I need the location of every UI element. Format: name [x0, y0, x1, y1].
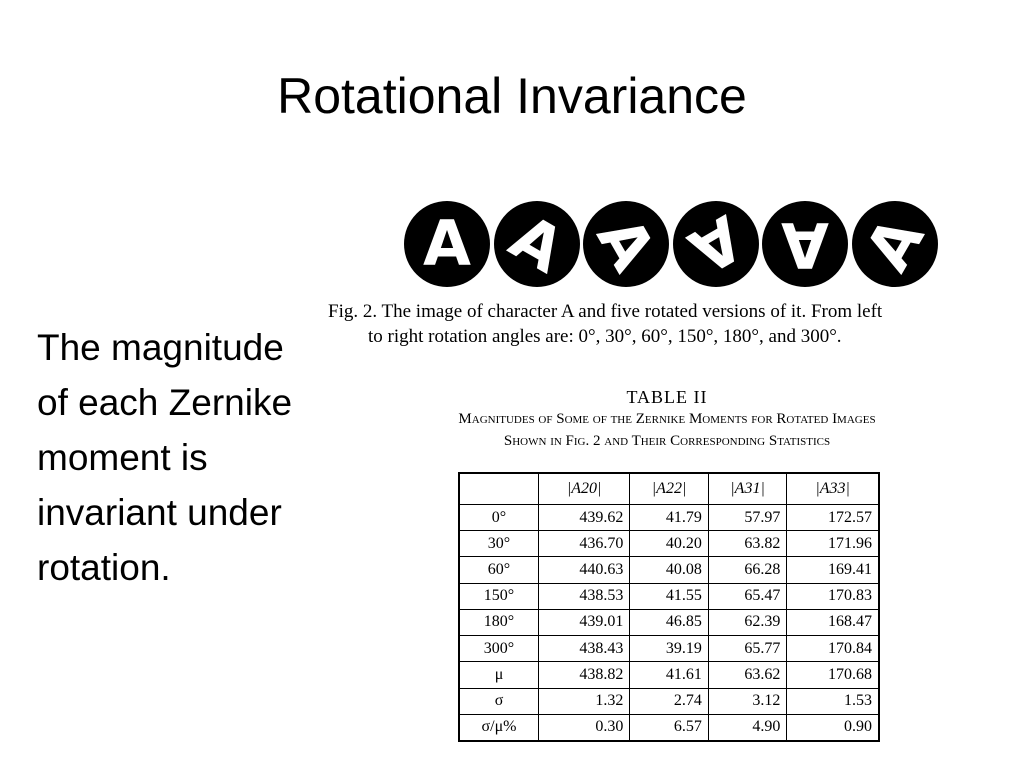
table-row	[459, 688, 879, 714]
body-line: of each Zernike	[37, 382, 293, 423]
row-label: 30°	[459, 531, 539, 557]
table-cell: 439.62	[539, 505, 630, 531]
body-line: The magnitude	[37, 327, 284, 368]
table-cell: 40.08	[630, 557, 709, 583]
table-header-row	[459, 473, 879, 505]
column-header: |A31|	[708, 473, 787, 505]
rotated-glyph-disc	[762, 201, 848, 287]
table-caption-line: Shown in Fig. 2 and Their Corresponding Statistics	[503, 433, 831, 449]
row-label: 300°	[459, 636, 539, 662]
row-label: 60°	[459, 557, 539, 583]
table-row	[459, 714, 879, 741]
table-cell: 172.57	[787, 505, 879, 531]
rotated-glyph-disc	[583, 201, 669, 287]
table-cell: 66.28	[708, 557, 787, 583]
rotated-glyph-letter: A	[583, 204, 671, 283]
table-heading	[330, 386, 1004, 452]
table-cell: 168.47	[787, 609, 879, 635]
rotated-glyph-disc	[673, 201, 759, 287]
rotated-glyph-letter: A	[497, 199, 576, 288]
row-label: μ	[459, 662, 539, 688]
rotated-glyph-letter: A	[781, 208, 830, 281]
table-row	[459, 557, 879, 583]
rotated-glyph-disc	[494, 201, 580, 287]
table-cell: 41.55	[630, 583, 709, 609]
table-cell: 438.53	[539, 583, 630, 609]
row-label: 150°	[459, 583, 539, 609]
table-cell: 62.39	[708, 609, 787, 635]
table-cell: 170.84	[787, 636, 879, 662]
table-cell: 1.53	[787, 688, 879, 714]
table-caption-line: Magnitudes of Some of the Zernike Moments for Rotated Images	[458, 411, 876, 427]
table-cell: 439.01	[539, 609, 630, 635]
table-corner-cell	[459, 473, 539, 505]
table-row	[459, 583, 879, 609]
rotated-glyph-disc	[404, 201, 490, 287]
table-cell: 438.43	[539, 636, 630, 662]
rotated-glyph-letter: A	[676, 200, 756, 289]
table-row	[459, 636, 879, 662]
table-cell: 1.32	[539, 688, 630, 714]
zernike-moments-table	[458, 472, 880, 742]
table-cell: 4.90	[708, 714, 787, 741]
table-cell: 65.77	[708, 636, 787, 662]
table-cell: 6.57	[630, 714, 709, 741]
table-cell: 0.90	[787, 714, 879, 741]
table-body	[459, 505, 879, 742]
row-label: σ	[459, 688, 539, 714]
figure-caption-line: Fig. 2. The image of character A and five rotated versions of it. From left	[328, 301, 883, 322]
table-cell: 0.30	[539, 714, 630, 741]
table-row	[459, 531, 879, 557]
rotated-glyph-letter: A	[423, 207, 471, 280]
slide-title: Rotational Invariance	[277, 68, 747, 124]
column-header: |A22|	[630, 473, 709, 505]
table-cell: 40.20	[630, 531, 709, 557]
table-cell: 63.82	[708, 531, 787, 557]
rotated-glyph-disc	[852, 201, 938, 287]
table-cell: 169.41	[787, 557, 879, 583]
column-header: |A33|	[787, 473, 879, 505]
table-cell: 41.79	[630, 505, 709, 531]
table-row	[459, 609, 879, 635]
table-cell: 41.61	[630, 662, 709, 688]
table-cell: 2.74	[630, 688, 709, 714]
column-header: |A20|	[539, 473, 630, 505]
row-label: 0°	[459, 505, 539, 531]
table-cell: 170.83	[787, 583, 879, 609]
table-cell: 39.19	[630, 636, 709, 662]
body-line: moment is	[37, 437, 208, 478]
row-label: σ/μ%	[459, 714, 539, 741]
table-cell: 436.70	[539, 531, 630, 557]
table-row	[459, 505, 879, 531]
body-text	[37, 320, 327, 595]
figure-caption	[328, 299, 1018, 349]
table-row	[459, 662, 879, 688]
table-cell: 438.82	[539, 662, 630, 688]
table-cell: 170.68	[787, 662, 879, 688]
rotated-glyph-figure	[404, 201, 938, 289]
row-label: 180°	[459, 609, 539, 635]
table-cell: 63.62	[708, 662, 787, 688]
table-cell: 3.12	[708, 688, 787, 714]
table-cell: 65.47	[708, 583, 787, 609]
rotated-glyph-letter: A	[850, 204, 939, 283]
table-cell: 57.97	[708, 505, 787, 531]
table-number: TABLE II	[626, 387, 708, 407]
figure-caption-line: to right rotation angles are: 0°, 30°, 60°, 150°, 180°, and 300°.	[368, 326, 842, 347]
body-line: invariant under	[37, 492, 282, 533]
table-cell: 46.85	[630, 609, 709, 635]
body-line: rotation.	[37, 547, 171, 588]
table-cell: 440.63	[539, 557, 630, 583]
table-cell: 171.96	[787, 531, 879, 557]
